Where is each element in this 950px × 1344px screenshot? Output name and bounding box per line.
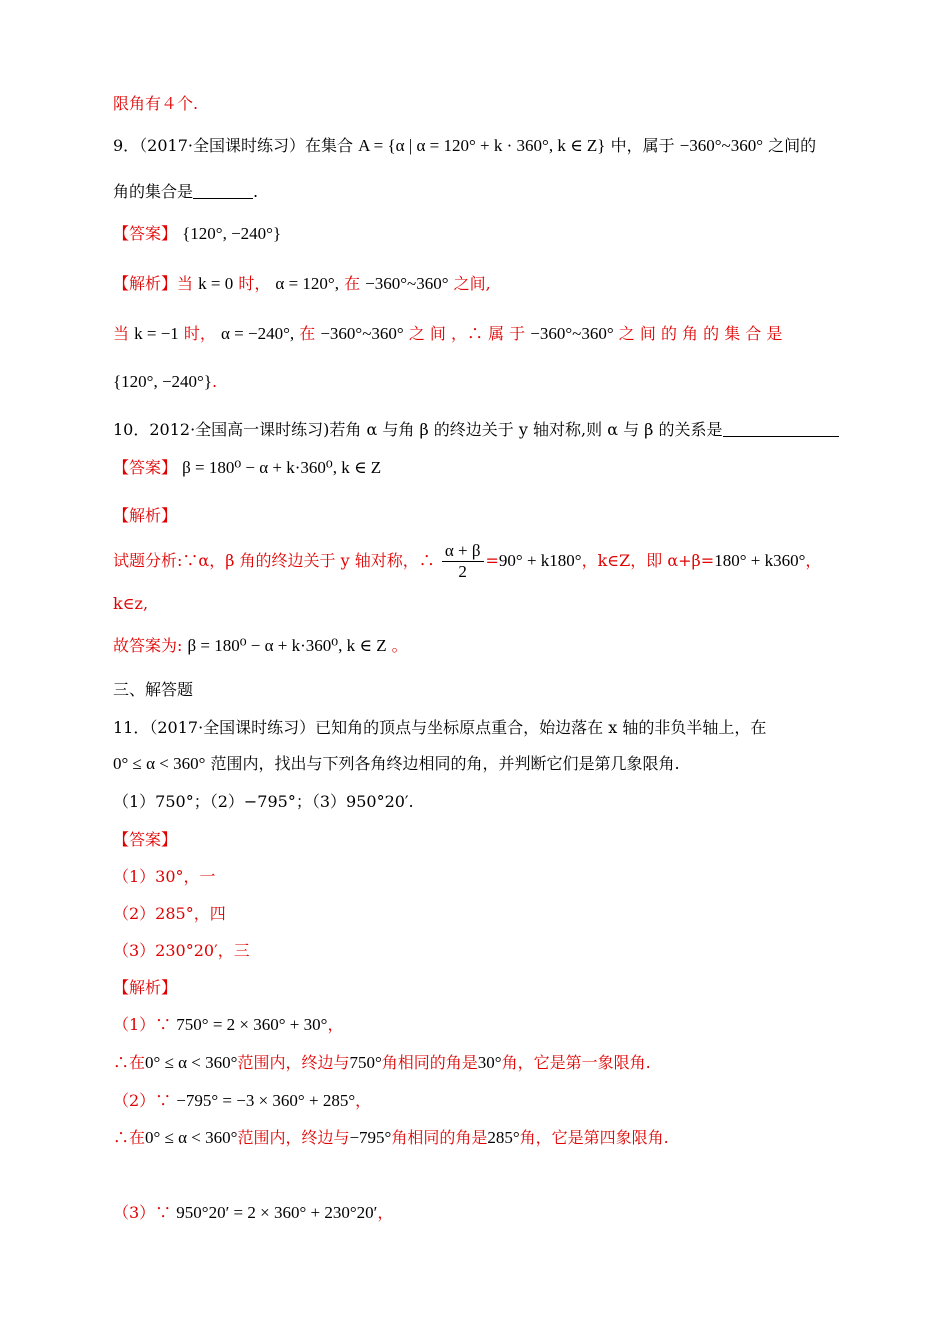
solution-step-1: （1）∵ 750° = 2 × 360° + 30°， — [113, 1015, 344, 1034]
question-9-analysis-1: 【解析】当 k = 0 时， α = 120°, 在 −360°~360° 之间, — [113, 274, 491, 293]
question-11-line-1: 11．（2017·全国课时练习）已知角的顶点与坐标原点重合，始边落在 x 轴的非负半轴上，在 — [113, 718, 767, 737]
question-11-answer-3: （3）230°20′，三 — [113, 941, 250, 960]
question-10-analysis-3: 故答案为: β = 180⁰ − α + k·360⁰, k ∈ Z 。 — [113, 636, 408, 655]
question-10-analysis-1: 试题分析:∵α，β 角的终边关于 y 轴对称，∴ $\frac{\alpha + \beta}{2}$ =90° + k180°，k∈Z，即 α+β=180° + k360°， — [113, 541, 822, 581]
question-9-analysis-2: 当 k = −1 时， α = −240°, 在 −360°~360° 之 间 ，∴ 属 于 −360°~360° 之 间 的 角 的 集 合 是 — [113, 324, 783, 343]
question-9-line-2: 角的集合是 . — [113, 182, 259, 201]
question-9-answer: 【答案】 {120°, −240°} — [113, 224, 282, 243]
analysis-label: 【解析】 — [113, 274, 178, 293]
question-10-answer: 【答案】 β = 180⁰ − α + k·360⁰, k ∈ Z — [113, 458, 382, 477]
solution-step-2: ∴在0° ≤ α < 360°范围内，终边与750°角相同的角是30°角，它是第一象限角. — [113, 1053, 651, 1072]
solution-step-5: （3）∵ 950°20′ = 2 × 360° + 230°20′， — [113, 1203, 394, 1222]
answer-label: 【答案】 — [113, 458, 178, 477]
prev-answer-tail: 限角有４个. — [113, 94, 199, 113]
answer-blank — [193, 182, 253, 199]
solution-step-3: （2）∵ −795° = −3 × 360° + 285°， — [113, 1091, 372, 1110]
question-11-answer-1: （1）30°，一 — [113, 867, 216, 886]
question-11-answer-2: （2）285°，四 — [113, 904, 226, 923]
answer-label: 【答案】 — [113, 224, 178, 243]
analysis-label: 【解析】 — [113, 506, 178, 525]
question-10-analysis-2: k∈z, — [113, 594, 149, 613]
question-9-analysis-3: {120°, −240°}. — [113, 372, 218, 391]
question-9-line-1: 9．（2017·全国课时练习）在集合 A = {α | α = 120° + k · 360°, k ∈ Z} 中，属于 −360°~360° 之间的 — [113, 136, 817, 155]
answer-blank — [723, 420, 839, 437]
question-11-line-2: 0° ≤ α < 360° 范围内，找出与下列各角终边相同的角，并判断它们是第几象限角. — [113, 754, 680, 773]
set-expression: A = {α | α = 120° + k · 360°, k ∈ Z} — [358, 136, 606, 155]
solution-step-4: ∴在0° ≤ α < 360°范围内，终边与−795°角相同的角是285°角，它是第四象限角. — [113, 1128, 669, 1147]
section-heading: 三、解答题 — [113, 680, 194, 699]
question-11-parts: （1）750°；（2）−795°；（3）950°20′. — [113, 792, 414, 811]
fraction: $\frac{\alpha + \beta}{2}$ — [442, 541, 484, 582]
question-10-analysis-label — [113, 504, 177, 528]
question-11-analysis-label: 【解析】 — [113, 978, 178, 997]
question-11-answer-label: 【答案】 — [113, 830, 178, 849]
question-10: 10．2012·全国高一课时练习)若角 α 与角 β 的终边关于 y 轴对称,则 α 与 β 的关系是 — [113, 418, 839, 442]
